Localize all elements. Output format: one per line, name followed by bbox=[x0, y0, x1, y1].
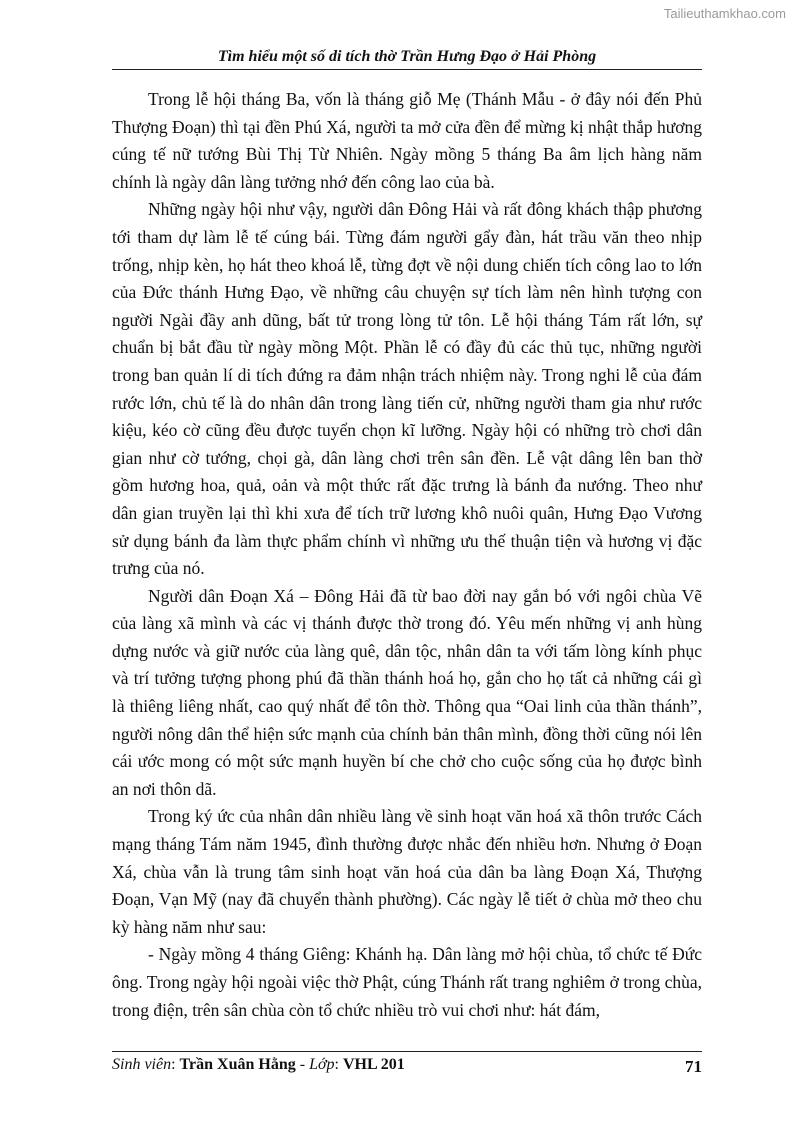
running-header-title: Tìm hiểu một số di tích thờ Trần Hưng Đạo ở Hải Phòng bbox=[217, 48, 597, 65]
class-value: VHL 201 bbox=[342, 1056, 405, 1073]
page-body bbox=[112, 86, 702, 1024]
paragraph-1: Trong lễ hội tháng Ba, vốn là tháng giỗ Mẹ (Thánh Mẫu - ở đây nói đến Phủ Thượng Đoạn) thì tại đền Phú Xá, người ta mở cửa đền để mừng kị nhật thắp hương cúng tế nữ tướng Bùi Thị Từ Nhiên. Ngày mồng 5 tháng Ba âm lịch hàng năm chính là ngày dân làng tưởng nhớ đến công lao của bà. bbox=[112, 89, 702, 192]
class-label: Lớp bbox=[309, 1056, 335, 1073]
footer-divider bbox=[112, 1051, 702, 1052]
student-label: Sinh viên bbox=[112, 1056, 172, 1073]
paragraph-2: Những ngày hội như vậy, người dân Đông Hải và rất đông khách thập phương tới tham dự làm lễ tế cúng bái. Từng đám người gẩy đàn, hát trầu văn theo nhịp trống, nhịp kèn, họ hát theo khoá lễ, từng đợt về nội dung chiến tích công lao to lớn của Đức thánh Hưng Đạo, về những câu chuyện sự tích làm nên hình tượng con người Ngài đầy anh dũng, bất tử trong lòng tử tôn. Lễ hội tháng Tám rất lớn, sự chuẩn bị bắt đầu từ ngày mồng Một. Phần lễ có đầy đủ các thủ tục, những người trong ban quản lí di tích đứng ra đảm nhận trách nhiệm này. Trong nghi lễ của đám rước lớn, chủ tế là do nhân dân trong làng tiến cử, những người tham gia như rước kiệu, kéo cờ cũng đều được tuyển chọn kĩ lưỡng. Ngày hội có những trò chơi dân gian như cờ tướng, chọi gà, dân làng chơi trên sân đền. Lễ vật dâng lên ban thờ gồm hương hoa, quả, oản và một thức rất đặc trưng là bánh đa nướng. Theo như dân gian truyền lại thì khi xưa để tích trữ lương khô nuôi quân, Hưng Đạo Vương sử dụng bánh đa làm thực phẩm chính vì những ưu thế thuận tiện và hương vị đặc trưng của nó. bbox=[112, 199, 702, 579]
student-name: Trần Xuân Hằng bbox=[179, 1056, 296, 1073]
paragraph-4: Trong ký ức của nhân dân nhiều làng về sinh hoạt văn hoá xã thôn trước Cách mạng tháng Tám năm 1945, đình thường được nhắc đến nhiều hơn. Nhưng ở Đoạn Xá, chùa vẫn là trung tâm sinh hoạt văn hoá của dân ba làng Đoạn Xá, Thượng Đoạn, Vạn Mỹ (nay đã chuyển thành phường). Các ngày lễ tiết ở chùa mở theo chu kỳ hàng năm như sau: bbox=[112, 806, 702, 937]
paragraph-3: Người dân Đoạn Xá – Đông Hải đã từ bao đời nay gắn bó với ngôi chùa Vẽ của làng xã mình và các vị thánh được thờ trong đó. Yêu mến những vị anh hùng dựng nước và giữ nước của làng quê, dân tộc, nhân dân ta với tấm lòng kính phục và trí tưởng tượng phong phú đã thần thánh hoá họ, gắn cho họ tất cả những cái gì là thiêng liêng nhất, cao quý nhất để tôn thờ. Thông qua “Oai linh của thần thánh”, người nông dân thể hiện sức mạnh của chính bản thân mình, đồng thời cũng nói lên cái ước mong có một sức mạnh huyền bí che chở cho cuộc sống của họ được bình an nơi thôn dã. bbox=[112, 585, 702, 799]
watermark: Tailieuthamkhao.com bbox=[663, 6, 786, 21]
footer: Sinh viên: Trần Xuân Hằng - Lớp: VHL 201 bbox=[112, 1056, 405, 1073]
paragraph-5-list-item: - Ngày mồng 4 tháng Giêng: Khánh hạ. Dân làng mở hội chùa, tổ chức tế Đức ông. Trong ngày hội ngoài việc thờ Phật, cúng Thánh rất trang nghiêm ở trong chùa, trong điện, trên sân chùa còn tổ chức nhiều trò vui chơi như: hát đám, bbox=[112, 944, 702, 1020]
header-divider bbox=[112, 69, 702, 70]
page-number: 71 bbox=[685, 1057, 702, 1076]
